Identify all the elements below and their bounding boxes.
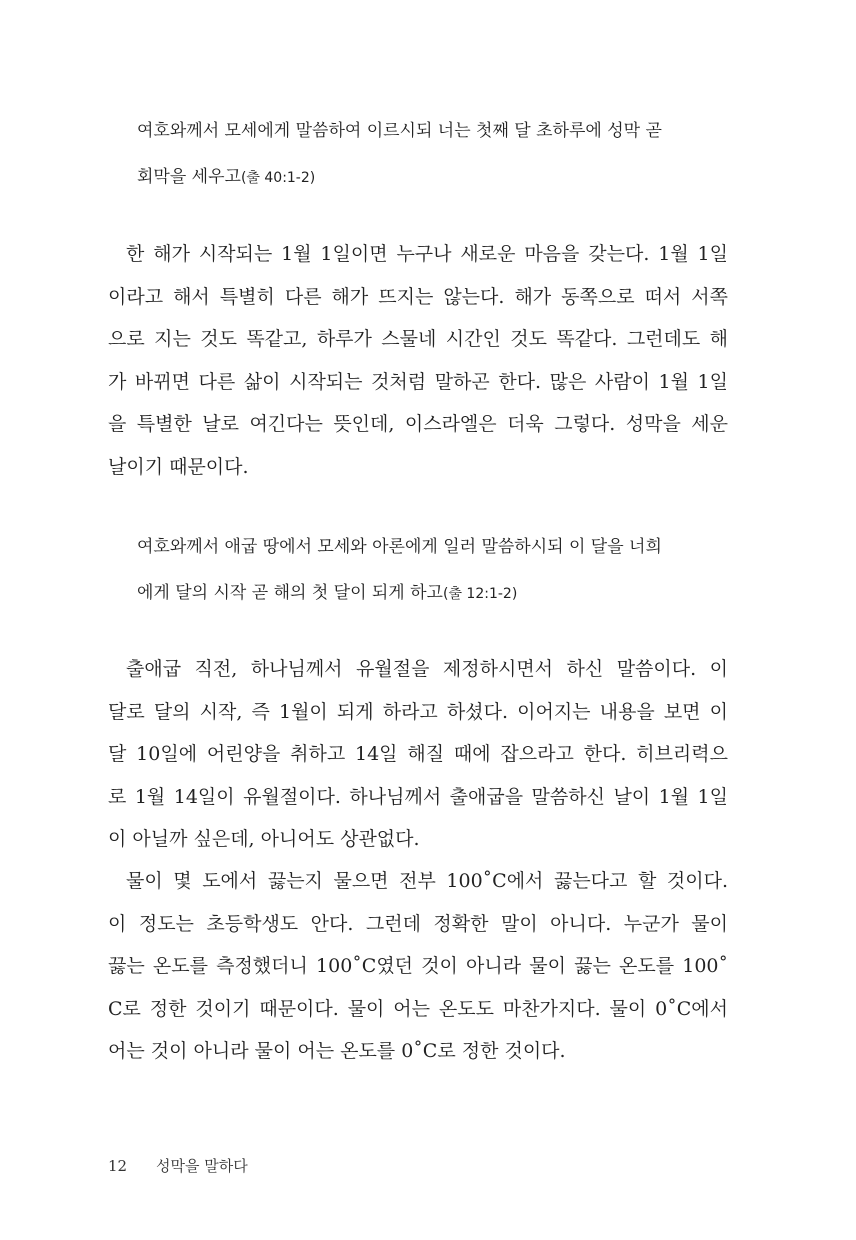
- quote-line: 여호와께서 애굽 땅에서 모세와 아론에게 일러 말씀하시되 이 달을 너희: [137, 537, 662, 557]
- body-paragraph-1: [108, 233, 728, 488]
- page-number: 12: [108, 1157, 128, 1175]
- body-paragraph-2: [108, 648, 728, 861]
- paragraph-line: 으로 지는 것도 똑같고, 하루가 스물네 시간인 것도 똑같다. 그런데도 해: [108, 328, 728, 350]
- quote-line: 여호와께서 모세에게 말씀하여 이르시되 너는 첫째 달 초하루에 성막 곧: [137, 121, 662, 141]
- scripture-quote-2: [137, 524, 737, 616]
- paragraph-line: C로 정한 것이기 때문이다. 물이 어는 온도도 마찬가지다. 물이 0˚C에서: [108, 997, 728, 1020]
- quote-reference: (출 40:1-2): [240, 170, 316, 186]
- quote-text: 회막을 세우고: [137, 167, 241, 187]
- quote-line: [137, 570, 737, 616]
- paragraph-line: 한 해가 시작되는 1월 1일이면 누구나 새로운 마음을 갖는다. 1월 1일: [126, 243, 728, 265]
- paragraph-line: 이 아닐까 싶은데, 아니어도 상관없다.: [108, 828, 420, 850]
- quote-text: 에게 달의 시작 곧 해의 첫 달이 되게 하고: [137, 583, 443, 603]
- running-title: 성막을 말하다: [156, 1157, 248, 1175]
- paragraph-line: 달로 달의 시작, 즉 1월이 되게 하라고 하셨다. 이어지는 내용을 보면 이: [108, 700, 728, 723]
- scripture-quote-1: [137, 108, 737, 200]
- paragraph-line: 물이 몇 도에서 끓는지 물으면 전부 100˚C에서 끓는다고 할 것이다.: [126, 870, 728, 892]
- paragraph-line: 가 바뀌면 다른 삶이 시작되는 것처럼 말하곤 한다. 많은 사람이 1월 1일: [108, 370, 728, 393]
- paragraph-line: 을 특별한 날로 여긴다는 뜻인데, 이스라엘은 더욱 그렇다. 성막을 세운: [108, 413, 728, 435]
- paragraph-line: 날이기 때문이다.: [108, 455, 249, 478]
- paragraph-line: 이 정도는 초등학생도 안다. 그런데 정확한 말이 아니다. 누군가 물이: [108, 912, 728, 935]
- quote-line: [137, 154, 737, 200]
- paragraph-line: 끓는 온도를 측정했더니 100˚C였던 것이 아니라 물이 끓는 온도를 100˚: [108, 955, 728, 977]
- page-footer: [108, 1153, 248, 1179]
- paragraph-line: 달 10일에 어린양을 취하고 14일 해질 때에 잡으라고 한다. 히브리력으: [108, 743, 728, 765]
- body-paragraph-3: [108, 860, 728, 1073]
- quote-reference: (출 12:1-2): [442, 586, 518, 602]
- paragraph-line: 어는 것이 아니라 물이 어는 온도를 0˚C로 정한 것이다.: [108, 1040, 566, 1062]
- paragraph-line: 로 1월 14일이 유월절이다. 하나님께서 출애굽을 말씀하신 날이 1월 1일: [108, 785, 728, 808]
- paragraph-line: 출애굽 직전, 하나님께서 유월절을 제정하시면서 하신 말씀이다. 이: [126, 658, 728, 680]
- paragraph-line: 이라고 해서 특별히 다른 해가 뜨지는 않는다. 해가 동쪽으로 떠서 서쪽: [108, 285, 728, 308]
